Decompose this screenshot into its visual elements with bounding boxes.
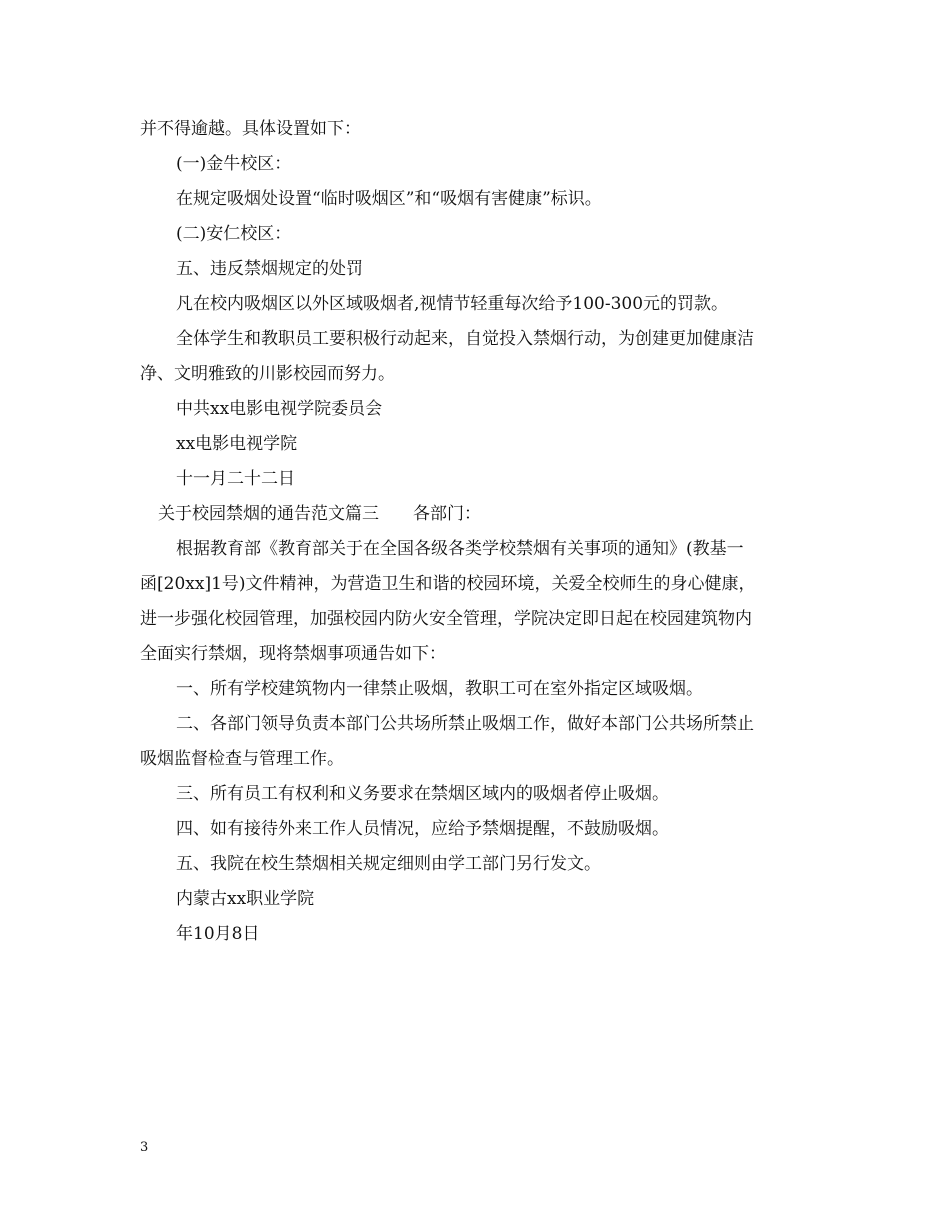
text-line-3: 在规定吸烟处设置“临时吸烟区”和“吸烟有害健康”标识。 (176, 189, 602, 209)
signature-date: 十一月二十二日 (176, 469, 295, 489)
rule-item-2: 二、各部门领导负责本部门公共场所禁止吸烟工作，做好本部门公共场所禁止 (176, 714, 754, 734)
text-line-15: 进一步强化校园管理，加强校园内防火安全管理，学院决定即日起在校园建筑物内 (140, 609, 752, 629)
signature-institute: 内蒙古xx职业学院 (176, 889, 315, 909)
rule-item-4: 四、如有接待外来工作人员情况，应给予禁烟提醒，不鼓励吸烟。 (176, 819, 669, 839)
text-line-16: 全面实行禁烟，现将禁烟事项通告如下： (140, 644, 446, 664)
rule-item-2-continued: 吸烟监督检查与管理工作。 (140, 749, 344, 769)
text-line-1: 并不得逾越。具体设置如下： (140, 119, 361, 139)
article-title-section-three: 关于校园禁烟的通告范文篇三 各部门： (158, 504, 481, 524)
signature-college: xx电影电视学院 (176, 434, 298, 454)
section-label-jinniu: (一)金牛校区： (176, 154, 292, 174)
section-label-anren: (二)安仁校区： (176, 224, 292, 244)
text-line-14: 函[20xx]1号)文件精神，为营造卫生和谐的校园环境，关爱全校师生的身心健康， (140, 574, 756, 594)
section-heading-penalty: 五、违反禁烟规定的处罚 (176, 259, 363, 279)
rule-item-3: 三、所有员工有权利和义务要求在禁烟区域内的吸烟者停止吸烟。 (176, 784, 669, 804)
rule-item-5: 五、我院在校生禁烟相关规定细则由学工部门另行发文。 (176, 854, 601, 874)
rule-item-1: 一、所有学校建筑物内一律禁止吸烟，教职工可在室外指定区域吸烟。 (176, 679, 703, 699)
signature-committee: 中共xx电影电视学院委员会 (176, 399, 383, 419)
text-line-7: 全体学生和教职员工要积极行动起来，自觉投入禁烟行动，为创建更加健康洁 (176, 329, 754, 349)
signature-final-date: 年10月8日 (176, 924, 260, 944)
page-number: 3 (140, 1140, 149, 1155)
text-line-8: 净、文明雅致的川影校园而努力。 (140, 364, 395, 384)
text-line-13: 根据教育部《教育部关于在全国各级各类学校禁烟有关事项的通知》(教基一 (176, 539, 744, 559)
text-line-6: 凡在校内吸烟区以外区域吸烟者,视情节轻重每次给予100-300元的罚款。 (176, 294, 729, 314)
